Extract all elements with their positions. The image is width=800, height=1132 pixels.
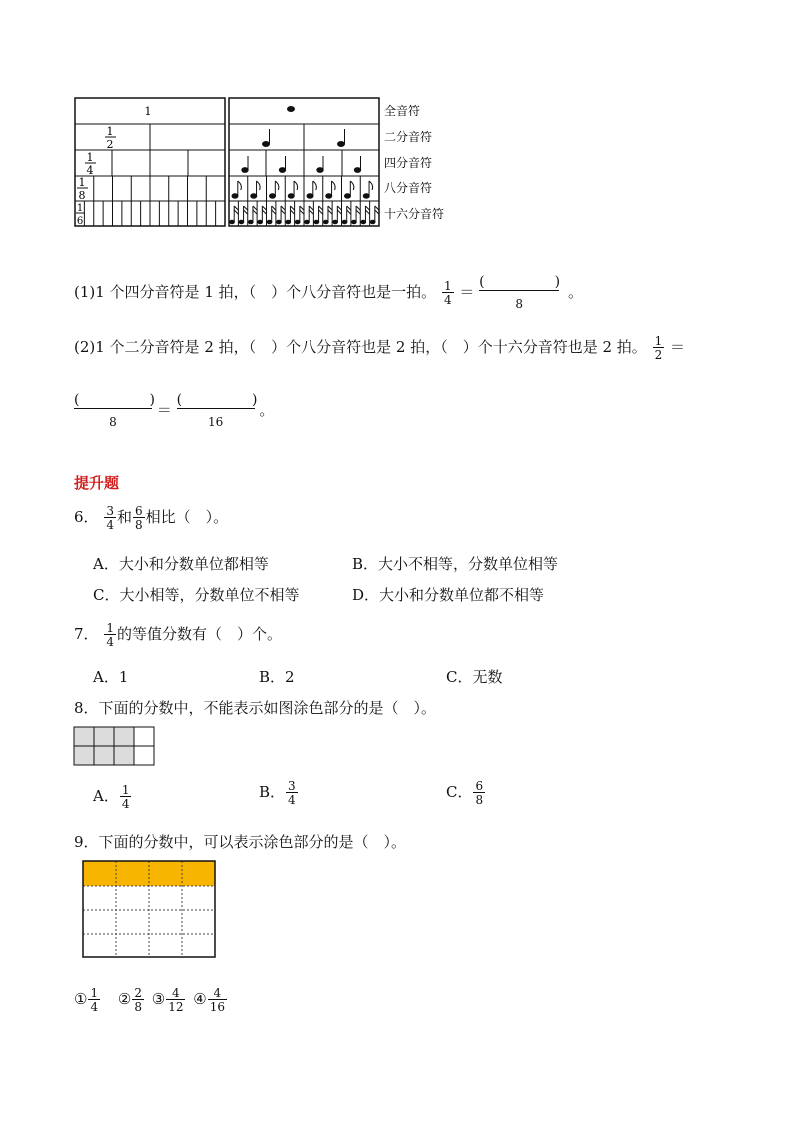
- q6-option-b[interactable]: B．大小不相等，分数单位相等: [352, 555, 559, 573]
- label-eighth-d: 8: [78, 189, 86, 202]
- note-name-whole: 全音符: [384, 104, 421, 118]
- q9-option-2[interactable]: ② $\frac{2}{8}$: [117, 986, 142, 1014]
- q6-option-a[interactable]: A．大小和分数单位都相等: [93, 555, 269, 573]
- label-sixteenth-n: 1: [76, 203, 84, 214]
- note-name-quarter: 四分音符: [384, 156, 433, 170]
- fraction-3-4: $\frac{3}{4}$: [106, 504, 114, 532]
- label-sixteenth-d: 6: [76, 216, 84, 227]
- q8-shaded-grid: [73, 726, 155, 766]
- q6-option-d[interactable]: D．大小和分数单位都不相等: [352, 586, 545, 604]
- note-name-half: 二分音符: [384, 130, 433, 144]
- note-name-sixteenth: 十六分音符: [384, 207, 445, 221]
- label-whole: 1: [144, 105, 152, 118]
- section-title: 提升题: [74, 474, 120, 492]
- answer-blank-fraction-8[interactable]: ( ) 8: [74, 390, 152, 432]
- fraction-1-2: $\frac{1}{2}$: [654, 334, 663, 362]
- label-half-d: 2: [106, 138, 114, 151]
- fraction-1-4-q7: $\frac{1}{4}$: [106, 621, 114, 649]
- q9-shaded-grid: [82, 860, 218, 960]
- question-5-sub1: (1)1 个四分音符是 1 拍，（ ）个八分音符也是一拍。 $\frac{1}{4}$ ＝ ( ) 8 。: [74, 272, 583, 314]
- fraction-1-4: $\frac{1}{4}$: [443, 279, 452, 307]
- sub1-text: (1)1 个四分音符是 1 拍，（ ）个八分音符也是一拍。: [74, 283, 437, 301]
- q7-option-c[interactable]: C．无数: [446, 668, 503, 686]
- question-7: 7． $\frac{1}{4}$ 的等值分数有（ ）个。: [74, 621, 282, 649]
- note-fraction-table: [72, 97, 462, 232]
- label-quarter-n: 1: [86, 151, 94, 164]
- whole-note-icon: [287, 106, 295, 112]
- quarter-note-icon: [242, 156, 361, 172]
- q9-option-4[interactable]: ④ $\frac{4}{16}$: [193, 986, 225, 1014]
- eighth-note-icon: [232, 181, 373, 198]
- question-6: 6． $\frac{3}{4}$ 和 $\frac{6}{8}$ 相比（ ）。: [74, 504, 229, 532]
- label-eighth-n: 1: [78, 176, 86, 189]
- q7-option-a[interactable]: A．1: [93, 668, 129, 686]
- fraction-6-8: $\frac{6}{8}$: [134, 504, 143, 532]
- label-half-n: 1: [106, 125, 114, 138]
- question-5-sub2: (2)1 个二分音符是 2 拍，（ ）个八分音符也是 2 拍，（ ）个十六分音符也是 2 拍。 $\frac{1}{2}$ ＝: [74, 334, 686, 362]
- q9-option-3[interactable]: ③ $\frac{4}{12}$: [151, 986, 184, 1014]
- q9-options: [74, 987, 228, 1013]
- q9-option-1[interactable]: ① $\frac{1}{4}$: [74, 986, 99, 1014]
- question-5-sub2-blanks: ( ) 8 ＝ ( ) 16 。: [74, 390, 274, 432]
- note-name-eighth: 八分音符: [384, 181, 433, 195]
- q8-option-c[interactable]: C． $\frac{6}{8}$: [446, 779, 484, 807]
- answer-blank-fraction-16[interactable]: ( ) 16: [177, 390, 255, 432]
- label-quarter-d: 4: [86, 164, 94, 177]
- q8-option-a[interactable]: A． $\frac{1}{4}$: [93, 783, 130, 811]
- question-9: 9．下面的分数中，可以表示涂色部分的是（ ）。: [74, 833, 407, 851]
- question-8: 8．下面的分数中，不能表示如图涂色部分的是（ ）。: [74, 699, 437, 717]
- sub2-text: (2)1 个二分音符是 2 拍，（ ）个八分音符也是 2 拍，（ ）个十六分音符也是 2 拍。: [74, 338, 647, 356]
- q7-option-b[interactable]: B．2: [259, 668, 295, 686]
- answer-blank-fraction[interactable]: ( ) 8: [479, 272, 559, 314]
- q6-option-c[interactable]: C．大小相等，分数单位不相等: [93, 586, 300, 604]
- q8-option-b[interactable]: B． $\frac{3}{4}$: [259, 779, 296, 807]
